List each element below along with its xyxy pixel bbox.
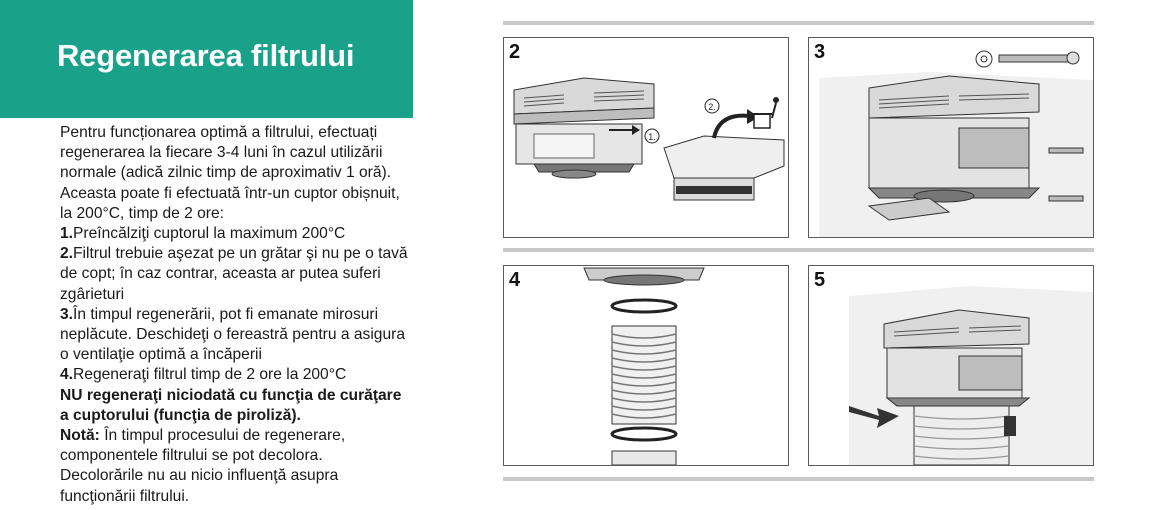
- step-number: 3.: [60, 305, 74, 323]
- figure-number: 2: [509, 41, 521, 63]
- duct-clamp-illustration: [504, 266, 788, 465]
- intro-paragraph: Pentru funcționarea optimă a filtrului, efectuați regenerarea la fiecare 3-4 luni în cazul utilizării normale (adică zilnic timp de aproximativ 1 oră). Aceasta poate fi efectuată într-un cuptor obișnuit, la 200°C, timp de 2 ore:: [60, 124, 400, 222]
- warning-text: NU regeneraţi niciodată cu funcţia de curăţare a cuptorului (funcţia de piroliză).: [60, 386, 402, 424]
- figure-number: 5: [814, 269, 826, 291]
- step-4: [60, 365, 410, 385]
- note-text: În timpul procesului de regenerare, componentele filtrului se pot decolora. Decolorările nu au nicio influenţă asupra funcţionării filtrului.: [60, 427, 346, 505]
- filter-removal-illustration: [504, 38, 788, 237]
- step-text: Preîncălziţi cuptorul la maximum 200°C: [73, 225, 346, 243]
- middle-divider: [503, 248, 1094, 252]
- duct-attachment-illustration: [809, 266, 1093, 465]
- bottom-divider: [503, 477, 1094, 481]
- step-number: 1.: [60, 225, 74, 243]
- step-3: [60, 305, 410, 366]
- trash-bin-icon: [752, 97, 779, 128]
- step-text: În timpul regenerării, pot fi emanate mirosuri neplăcute. Deschideţi o fereastră pentru a asigura o ventilaţie optimă a încăperii: [60, 305, 406, 364]
- instructions-text: [60, 123, 410, 507]
- figure-5-panel: [808, 265, 1094, 466]
- figure-3-panel: [808, 37, 1094, 238]
- note-label: Notă:: [60, 427, 100, 445]
- filter-mounting-illustration: [809, 38, 1093, 237]
- step-text: Filtrul trebuie aşezat pe un grătar şi nu pe o tavă de copt; în caz contrar, aceasta ar putea suferi zgârieturi: [60, 245, 408, 303]
- figure-2-panel: [503, 37, 789, 238]
- step-2: [60, 244, 410, 305]
- figure-4-panel: [503, 265, 789, 466]
- step-number: 2.: [60, 245, 74, 263]
- title-banner: [0, 0, 413, 118]
- figure-number: 3: [814, 41, 826, 63]
- top-divider: [503, 21, 1094, 25]
- note-paragraph: [60, 426, 410, 507]
- page-title: Regenerarea filtrului: [57, 38, 355, 73]
- callout-2: 2.: [708, 102, 716, 112]
- callout-1: 1.: [648, 132, 656, 142]
- step-1: [60, 224, 410, 244]
- figure-number: 4: [509, 269, 521, 291]
- step-number: 4.: [60, 366, 74, 384]
- step-text: Regeneraţi filtrul timp de 2 ore la 200°C: [73, 366, 347, 384]
